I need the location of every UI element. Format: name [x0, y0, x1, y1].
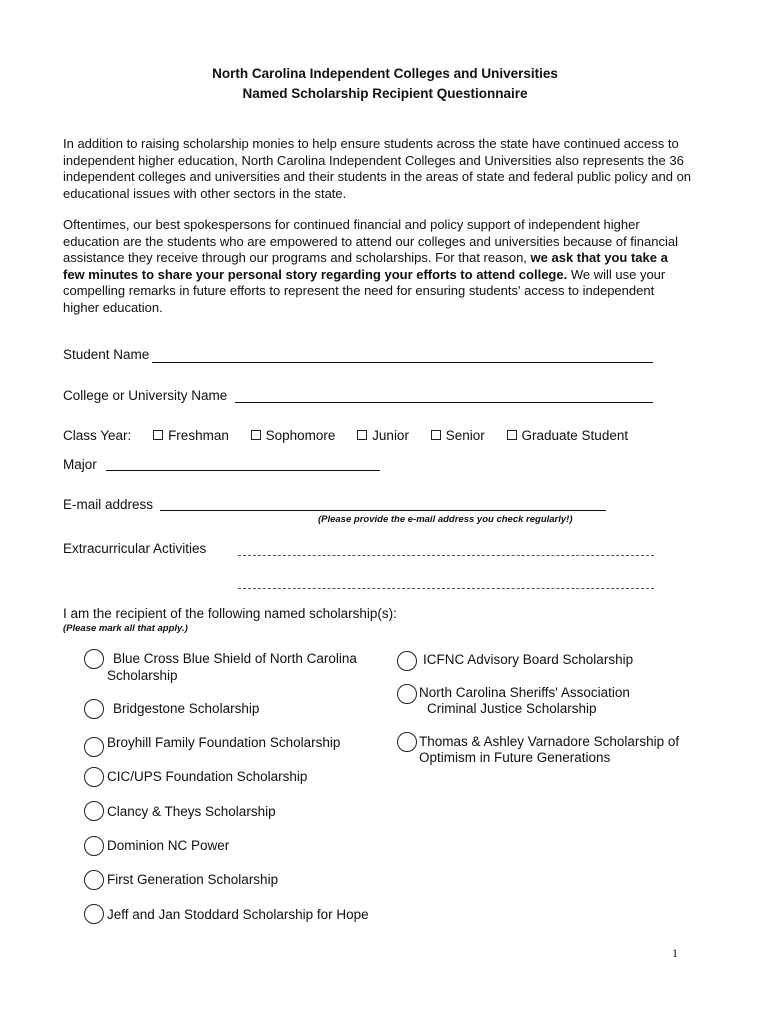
radio-circle-icon[interactable]: [84, 870, 104, 890]
college-name-field[interactable]: [235, 402, 653, 403]
class-option-graduate[interactable]: [507, 428, 629, 443]
intro-paragraph-2-start: Oftentimes, our best spokespersons for continued financial and policy support of independent higher education are the students who are empowered to attend our colleges and universities because of financial assistance they receive through our programs and scholarships. For that reason,: [63, 217, 678, 266]
email-note: (Please provide the e-mail address you check regularly!): [318, 514, 573, 525]
radio-circle-icon[interactable]: [397, 651, 417, 671]
document-title: North Carolina Independent Colleges and Universities: [212, 66, 558, 81]
class-year-label: Class Year:: [63, 428, 132, 443]
intro-paragraph-2: [63, 217, 693, 317]
scholarship-varnadore-label: Thomas & Ashley Varnadore Scholarship of: [419, 734, 680, 749]
scholarship-varnadore-label-cont: Optimism in Future Generations: [419, 750, 611, 765]
class-option-label: Senior: [445, 428, 485, 443]
email-field[interactable]: [160, 510, 606, 511]
radio-circle-icon[interactable]: [84, 767, 104, 787]
checkbox-icon[interactable]: [251, 430, 261, 440]
class-year-row: [63, 428, 646, 443]
student-name-field[interactable]: [152, 362, 653, 363]
document-subtitle: Named Scholarship Recipient Questionnaire: [242, 86, 528, 101]
checkbox-icon[interactable]: [431, 430, 441, 440]
college-name-label: College or University Name: [63, 388, 228, 403]
major-label: Major: [63, 457, 97, 472]
radio-circle-icon[interactable]: [397, 732, 417, 752]
extracurricular-field-2[interactable]: [238, 588, 654, 589]
scholarship-broyhill-label: Broyhill Family Foundation Scholarship: [107, 735, 341, 750]
scholarship-cic-ups-label: CIC/UPS Foundation Scholarship: [107, 769, 308, 784]
scholarships-intro: I am the recipient of the following named scholarship(s):: [63, 606, 397, 621]
page-number: 1: [672, 946, 678, 960]
scholarship-clancy-theys-label: Clancy & Theys Scholarship: [107, 804, 276, 819]
class-option-label: Freshman: [168, 428, 229, 443]
scholarship-sheriffs-label-cont: Criminal Justice Scholarship: [427, 701, 597, 716]
extracurricular-label: Extracurricular Activities: [63, 541, 207, 556]
scholarship-blue-cross-label-cont: Scholarship: [107, 668, 178, 683]
class-option-junior[interactable]: [357, 428, 409, 443]
intro-paragraph-2-end: We will use your compelling remarks in future efforts to represent the need for ensuring students' access to independent higher education.: [63, 266, 666, 315]
class-option-label: Sophomore: [265, 428, 336, 443]
scholarship-blue-cross-label: Blue Cross Blue Shield of North Carolina: [113, 651, 357, 666]
radio-circle-icon[interactable]: [397, 684, 417, 704]
class-option-label: Junior: [372, 428, 409, 443]
radio-circle-icon[interactable]: [84, 904, 104, 924]
major-field[interactable]: [106, 470, 380, 471]
radio-circle-icon[interactable]: [84, 836, 104, 856]
extracurricular-field-1[interactable]: [238, 555, 654, 556]
class-option-senior[interactable]: [431, 428, 485, 443]
email-label: E-mail address: [63, 497, 154, 512]
radio-circle-icon[interactable]: [84, 737, 104, 757]
checkbox-icon[interactable]: [507, 430, 517, 440]
intro-paragraph-2-emphasis: we ask that you take a few minutes to share your personal story regarding your efforts to attend college.: [63, 250, 668, 282]
scholarship-bridgestone-label: Bridgestone Scholarship: [113, 701, 260, 716]
scholarship-first-generation-label: First Generation Scholarship: [107, 872, 279, 887]
class-option-sophomore[interactable]: [251, 428, 336, 443]
radio-circle-icon[interactable]: [84, 699, 104, 719]
class-option-label: Graduate Student: [521, 428, 629, 443]
scholarship-sheriffs-label: North Carolina Sheriffs' Association: [419, 685, 630, 700]
student-name-label: Student Name: [63, 347, 150, 362]
scholarship-dominion-label: Dominion NC Power: [107, 838, 230, 853]
checkbox-icon[interactable]: [357, 430, 367, 440]
intro-paragraph-1: In addition to raising scholarship monies to help ensure students across the state have continued access to independent higher education, North Carolina Independent Colleges and Universities also represents the 36 independent colleges and universities and their students in the areas of state and federal public policy and on educational issues with other sectors in the state.: [63, 136, 692, 201]
radio-circle-icon[interactable]: [84, 649, 104, 669]
class-option-freshman[interactable]: [153, 428, 229, 443]
checkbox-icon[interactable]: [153, 430, 163, 440]
radio-circle-icon[interactable]: [84, 801, 104, 821]
scholarship-icfnc-label: ICFNC Advisory Board Scholarship: [423, 652, 634, 667]
scholarship-stoddard-label: Jeff and Jan Stoddard Scholarship for Hope: [107, 907, 369, 922]
scholarships-note: (Please mark all that apply.): [63, 623, 188, 634]
